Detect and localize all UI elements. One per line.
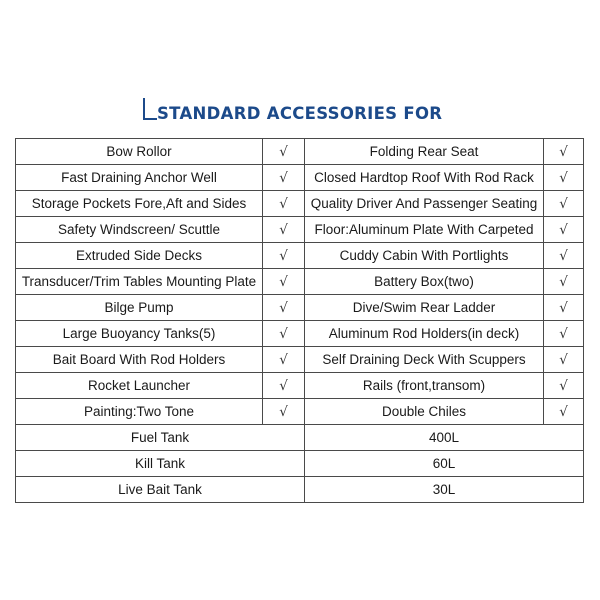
check-mark-icon: √: [263, 399, 305, 425]
accessory-right: Closed Hardtop Roof With Rod Rack: [305, 165, 544, 191]
accessory-right: Aluminum Rod Holders(in deck): [305, 321, 544, 347]
table-row: [16, 347, 584, 373]
check-mark-icon: √: [263, 217, 305, 243]
tank-value: 30L: [305, 477, 584, 503]
accessory-right: Cuddy Cabin With Portlights: [305, 243, 544, 269]
accessory-left: Fast Draining Anchor Well: [16, 165, 263, 191]
check-mark-icon: √: [544, 191, 584, 217]
title-text: STANDARD ACCESSORIES FOR: [157, 104, 443, 123]
accessory-right: Dive/Swim Rear Ladder: [305, 295, 544, 321]
page-title: [143, 98, 441, 126]
check-mark-icon: √: [263, 243, 305, 269]
accessory-left: Painting:Two Tone: [16, 399, 263, 425]
check-mark-icon: √: [263, 295, 305, 321]
check-mark-icon: √: [263, 191, 305, 217]
accessory-left: Bow Rollor: [16, 139, 263, 165]
check-mark-icon: √: [263, 139, 305, 165]
check-mark-icon: √: [263, 373, 305, 399]
check-mark-icon: √: [263, 347, 305, 373]
table-row: [16, 399, 584, 425]
accessory-right: Floor:Aluminum Plate With Carpeted: [305, 217, 544, 243]
tank-label: Fuel Tank: [16, 425, 305, 451]
check-mark-icon: √: [544, 217, 584, 243]
accessory-left: Large Buoyancy Tanks(5): [16, 321, 263, 347]
tank-row: [16, 451, 584, 477]
accessory-left: Transducer/Trim Tables Mounting Plate: [16, 269, 263, 295]
tank-value: 400L: [305, 425, 584, 451]
accessory-left: Storage Pockets Fore,Aft and Sides: [16, 191, 263, 217]
check-mark-icon: √: [544, 347, 584, 373]
check-mark-icon: √: [544, 139, 584, 165]
accessory-right: Folding Rear Seat: [305, 139, 544, 165]
table-row: [16, 373, 584, 399]
table-row: [16, 295, 584, 321]
accessory-right: Quality Driver And Passenger Seating: [305, 191, 544, 217]
accessories-table: [15, 138, 584, 503]
tank-label: Live Bait Tank: [16, 477, 305, 503]
accessory-left: Bait Board With Rod Holders: [16, 347, 263, 373]
table-row: [16, 269, 584, 295]
tank-value: 60L: [305, 451, 584, 477]
check-mark-icon: √: [544, 399, 584, 425]
accessory-right: Rails (front,transom): [305, 373, 544, 399]
check-mark-icon: √: [544, 321, 584, 347]
table-row: [16, 243, 584, 269]
check-mark-icon: √: [544, 295, 584, 321]
check-mark-icon: √: [544, 373, 584, 399]
accessory-left: Rocket Launcher: [16, 373, 263, 399]
table-row: [16, 191, 584, 217]
accessory-left: Bilge Pump: [16, 295, 263, 321]
accessory-right: Self Draining Deck With Scuppers: [305, 347, 544, 373]
tank-label: Kill Tank: [16, 451, 305, 477]
table-row: [16, 139, 584, 165]
check-mark-icon: √: [544, 269, 584, 295]
accessory-left: Safety Windscreen/ Scuttle: [16, 217, 263, 243]
accessory-right: Battery Box(two): [305, 269, 544, 295]
table-row: [16, 165, 584, 191]
tank-row: [16, 425, 584, 451]
check-mark-icon: √: [263, 269, 305, 295]
table-row: [16, 217, 584, 243]
check-mark-icon: √: [544, 165, 584, 191]
tank-row: [16, 477, 584, 503]
check-mark-icon: √: [544, 243, 584, 269]
check-mark-icon: √: [263, 165, 305, 191]
accessory-right: Double Chiles: [305, 399, 544, 425]
accessory-left: Extruded Side Decks: [16, 243, 263, 269]
check-mark-icon: √: [263, 321, 305, 347]
table-row: [16, 321, 584, 347]
